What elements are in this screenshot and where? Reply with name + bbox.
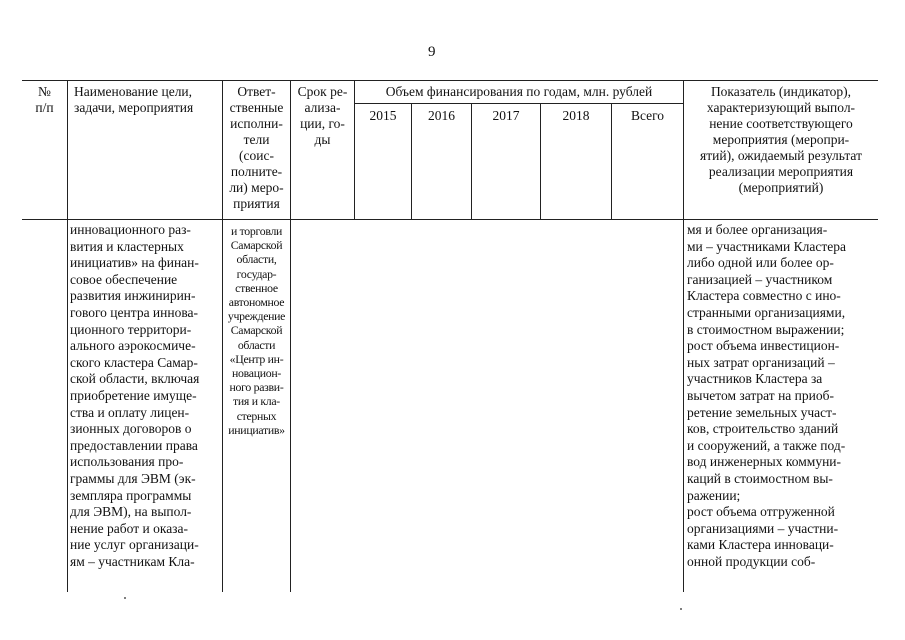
row-responsible: и торговли Самарской области, государ- ственное автономное учреждение Самарской области «Центр ин- новацион- ного разви- тия и кла- стерных инициатив» [227, 224, 286, 437]
header-year: 2016 [428, 108, 455, 123]
column-divider [67, 220, 68, 592]
header-bottom-border [22, 219, 878, 220]
header-year: 2018 [562, 108, 590, 123]
scan-speck [124, 597, 126, 599]
years-row-border [354, 103, 683, 104]
header-total: Всего [630, 108, 665, 123]
page-number: 9 [428, 44, 436, 60]
header-name: Наименование цели, задачи, мероприятия [74, 84, 194, 115]
header-indicator: Показатель (индикатор), характеризующий выпол- нение соответствующего мероприятия (меропри- ятий), ожидаемый результат реализации мероприятия (мероприятий) [700, 84, 862, 195]
column-divider [354, 80, 355, 220]
header-year: 2017 [492, 108, 520, 123]
header-funding-title: Объем финансирования по годам, млн. рублей [385, 84, 653, 99]
row-name: инновационного раз- вития и кластерных инициатив» на финан- совое обеспечение развития инжинирин- гового центра иннова- ционного территори- ального аэрокосмиче- ского кластера Самар- ской области, включая приобретение имуще- ства и оплату лицен- зионных договоров о предоставлении права использования про- граммы для ЭВМ (эк- земпляра программы для ЭВМ), на выпол- нение работ и оказа- ние услуг организаци- ям – участникам Кла- [70, 222, 200, 569]
header-term: Срок ре- ализа- ции, го- ды [297, 84, 348, 147]
header-responsible: Ответ- ственные исполни- тели (соис- полните- ли) меро- приятия [229, 84, 284, 211]
table-top-border [22, 80, 878, 81]
row-indicator: мя и более организация- ми – участниками Кластера либо одной или более ор- ганизацией – участником Кластера совместно с ино- странными организациями, в стоимостном выражении; рост объема инвестицион- ных затрат организаций – участников Кластера за вычетом затрат на приоб- ретение земельных участ- ков, строительство зданий и сооружений, а также под- вод инженерных коммуни- каций в стоимостном вы- ражении; рост объема отгруженной организациями – участни- ками Кластера инноваци- онной продукции соб- [687, 222, 846, 569]
scan-speck [680, 608, 682, 610]
header-year: 2015 [369, 108, 397, 123]
header-number: № п/п [35, 84, 54, 115]
column-divider [290, 80, 291, 592]
